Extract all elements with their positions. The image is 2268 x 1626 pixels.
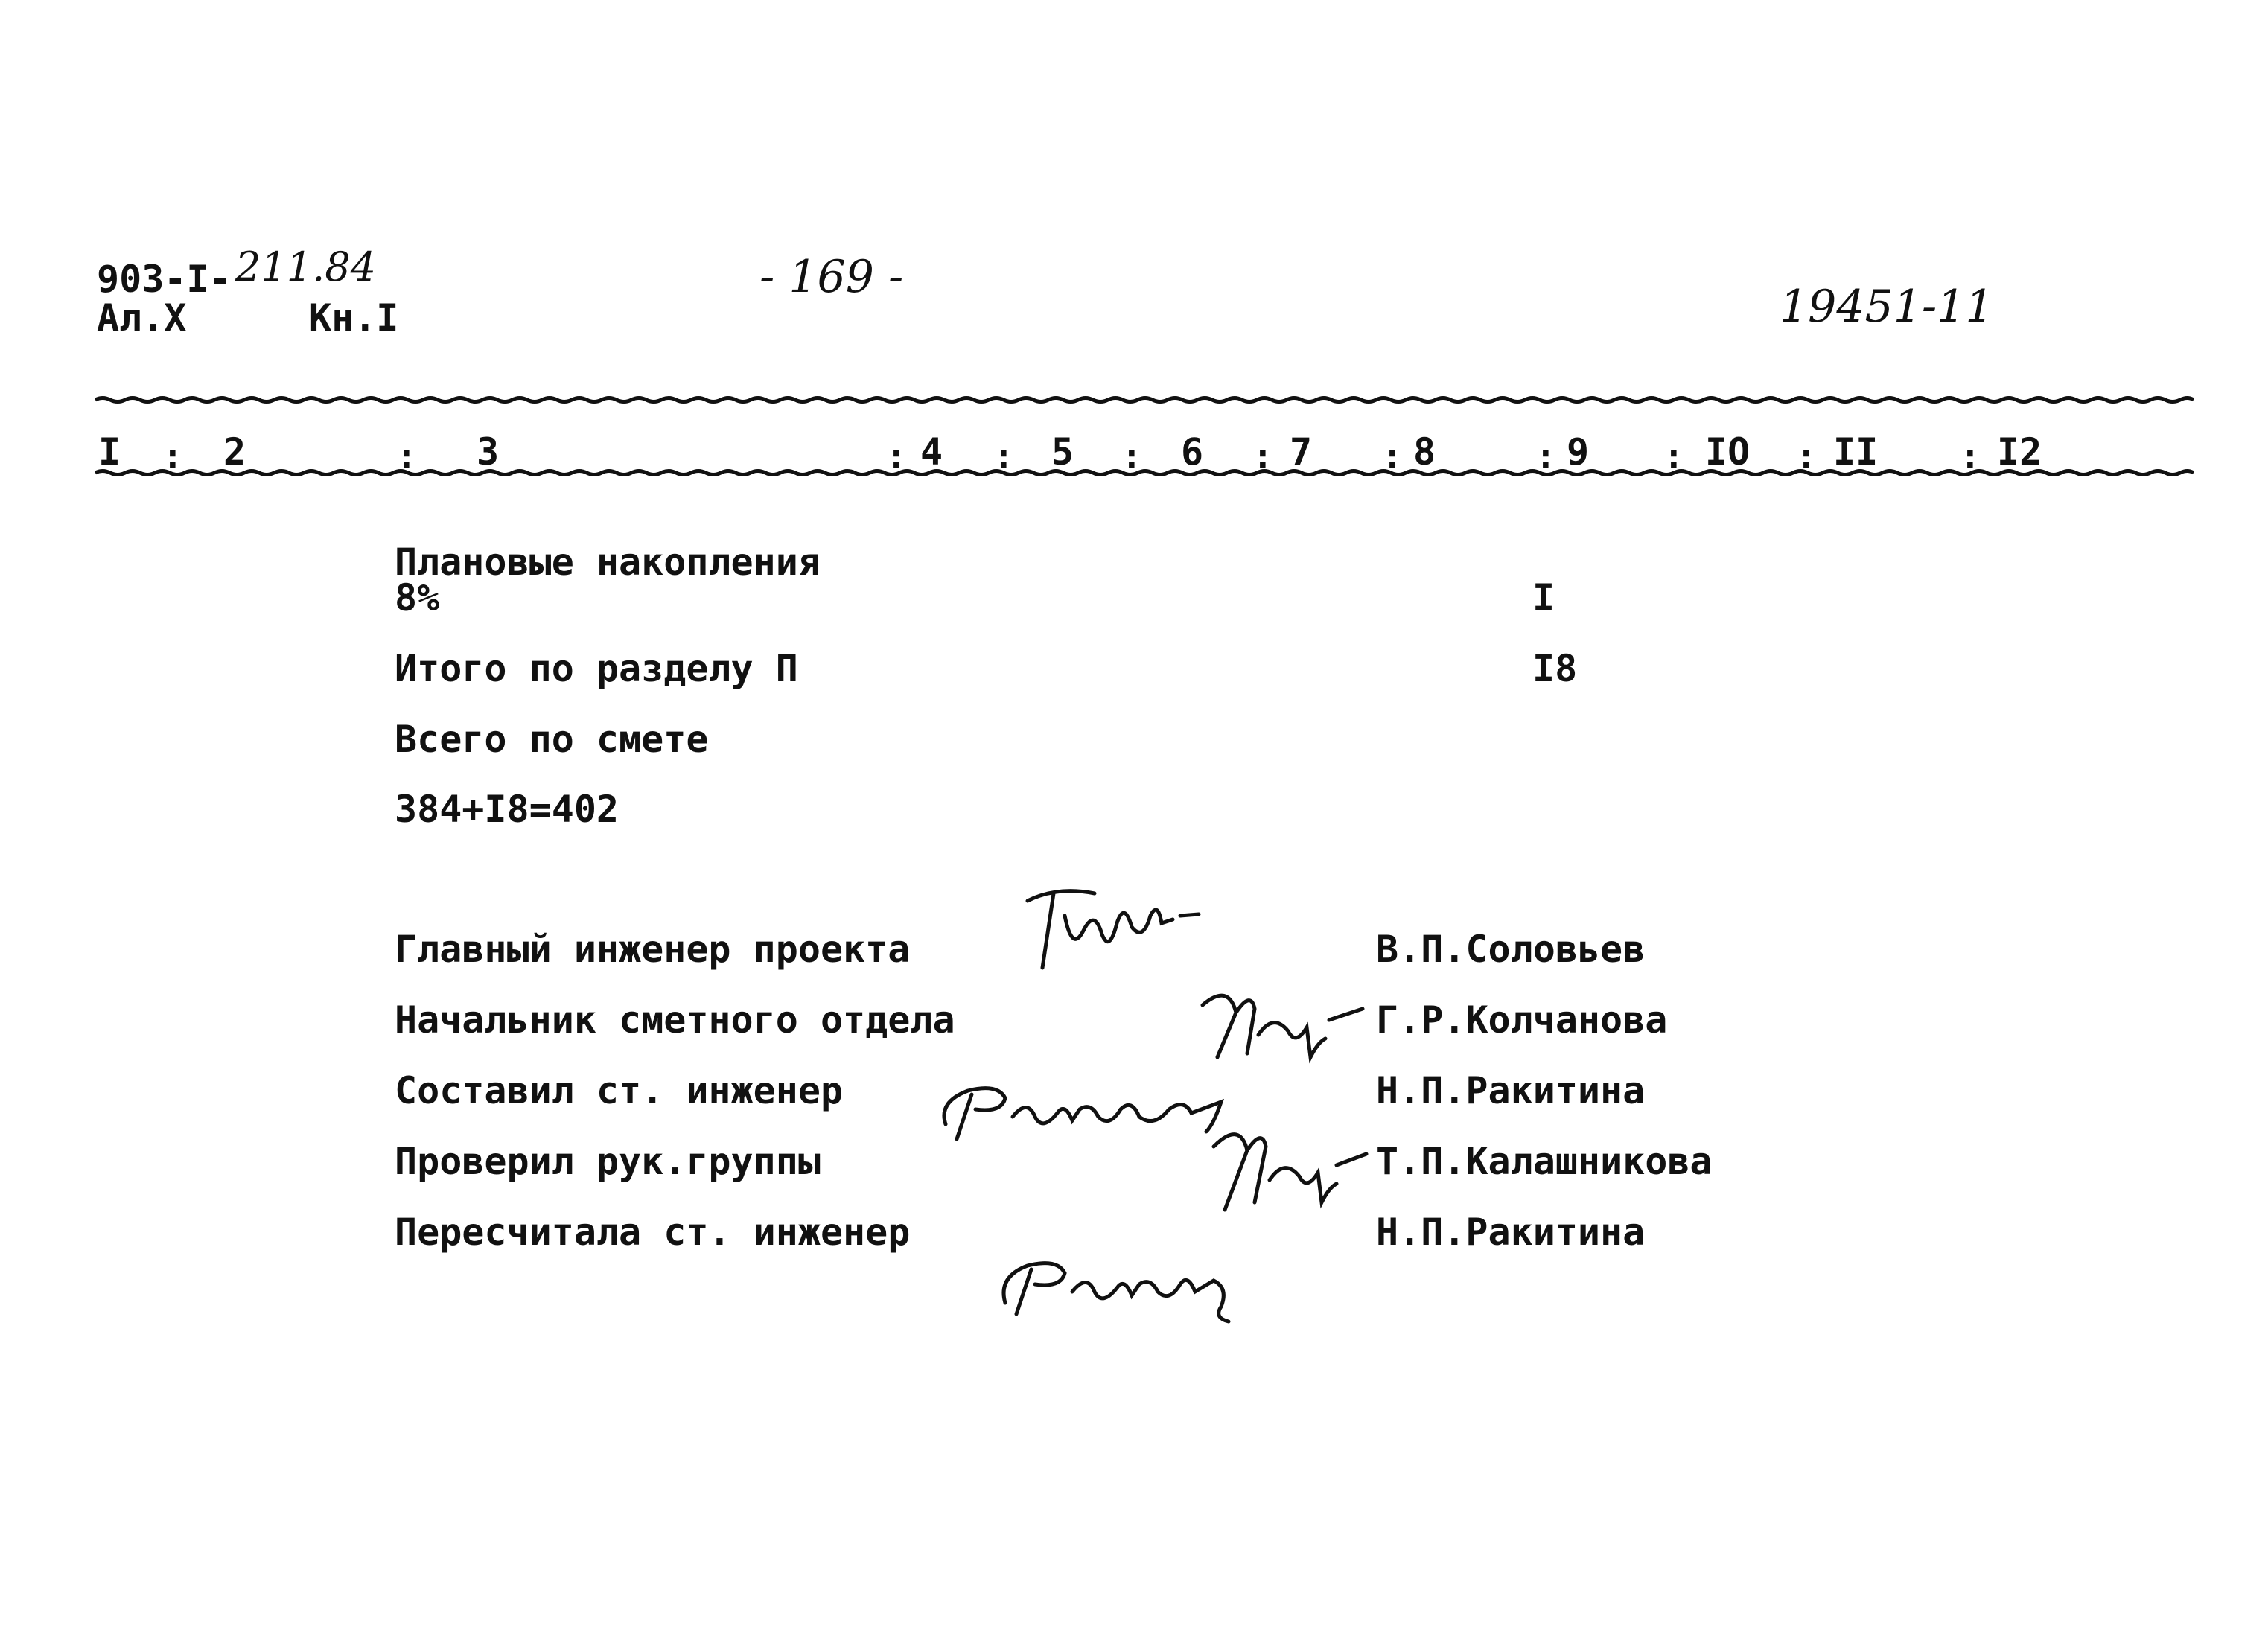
album-label: Ал.X <box>97 296 187 339</box>
handwritten-signature <box>1184 968 1370 1072</box>
section-total-value: I8 <box>1532 647 1578 690</box>
column-separator: : <box>1121 436 1142 476</box>
column-number: 3 <box>477 430 500 474</box>
signatory-name: Н.П.Ракитина <box>1376 1211 1646 1254</box>
signatory-name: Г.Р.Колчанова <box>1376 998 1668 1042</box>
planned-savings-percent: 8% <box>395 576 440 619</box>
column-number: I2 <box>1997 430 2042 474</box>
estimate-total-formula: 384+I8=402 <box>395 788 619 831</box>
signatory-name: В.П.Соловьев <box>1376 928 1646 971</box>
column-number: 2 <box>223 430 246 474</box>
page-number: - 169 - <box>759 251 904 303</box>
handwritten-signature <box>1191 1109 1370 1221</box>
column-number: 9 <box>1567 430 1590 474</box>
signature-role: Пересчитала ст. инженер <box>395 1211 911 1254</box>
column-separator: : <box>396 436 417 476</box>
column-separator: : <box>1796 436 1817 476</box>
column-separator: : <box>1535 436 1556 476</box>
column-separator: : <box>1663 436 1684 476</box>
column-separator: : <box>993 436 1014 476</box>
estimate-total-label: Всего по смете <box>395 718 709 761</box>
handwritten-signature <box>990 1221 1243 1325</box>
column-number: IO <box>1705 430 1751 474</box>
column-number: 8 <box>1413 430 1436 474</box>
column-row-rule <box>95 468 2194 478</box>
column-number: 4 <box>920 430 943 474</box>
column-number: I <box>98 430 121 474</box>
signature-role: Начальник сметного отдела <box>395 998 955 1042</box>
column-separator: : <box>1382 436 1403 476</box>
signature-role: Главный инженер проекта <box>395 928 911 971</box>
planned-savings-label: Плановые накопления <box>395 541 821 584</box>
top-rule <box>95 395 2194 405</box>
doc-code: 903-I- <box>97 258 232 301</box>
book-label: Кн.I <box>309 296 399 339</box>
column-number: 5 <box>1051 430 1074 474</box>
signature-role: Проверил рук.группы <box>395 1140 821 1183</box>
handwritten-signature <box>1013 871 1206 983</box>
doc-code-handwritten: 211.84 <box>235 243 376 290</box>
column-separator: : <box>886 436 907 476</box>
signature-role: Составил ст. инженер <box>395 1069 844 1112</box>
column-number: 6 <box>1181 430 1204 474</box>
column-separator: : <box>1960 436 1981 476</box>
planned-savings-value: I <box>1532 576 1555 619</box>
signatory-name: Н.П.Ракитина <box>1376 1069 1646 1112</box>
column-separator: : <box>1252 436 1273 476</box>
column-number: II <box>1833 430 1879 474</box>
section-total-label: Итого по разделу П <box>395 647 798 690</box>
archive-number: 19451-11 <box>1780 281 1994 333</box>
column-separator: : <box>162 436 183 476</box>
column-number: 7 <box>1290 430 1313 474</box>
signatory-name: Т.П.Калашникова <box>1376 1140 1713 1183</box>
